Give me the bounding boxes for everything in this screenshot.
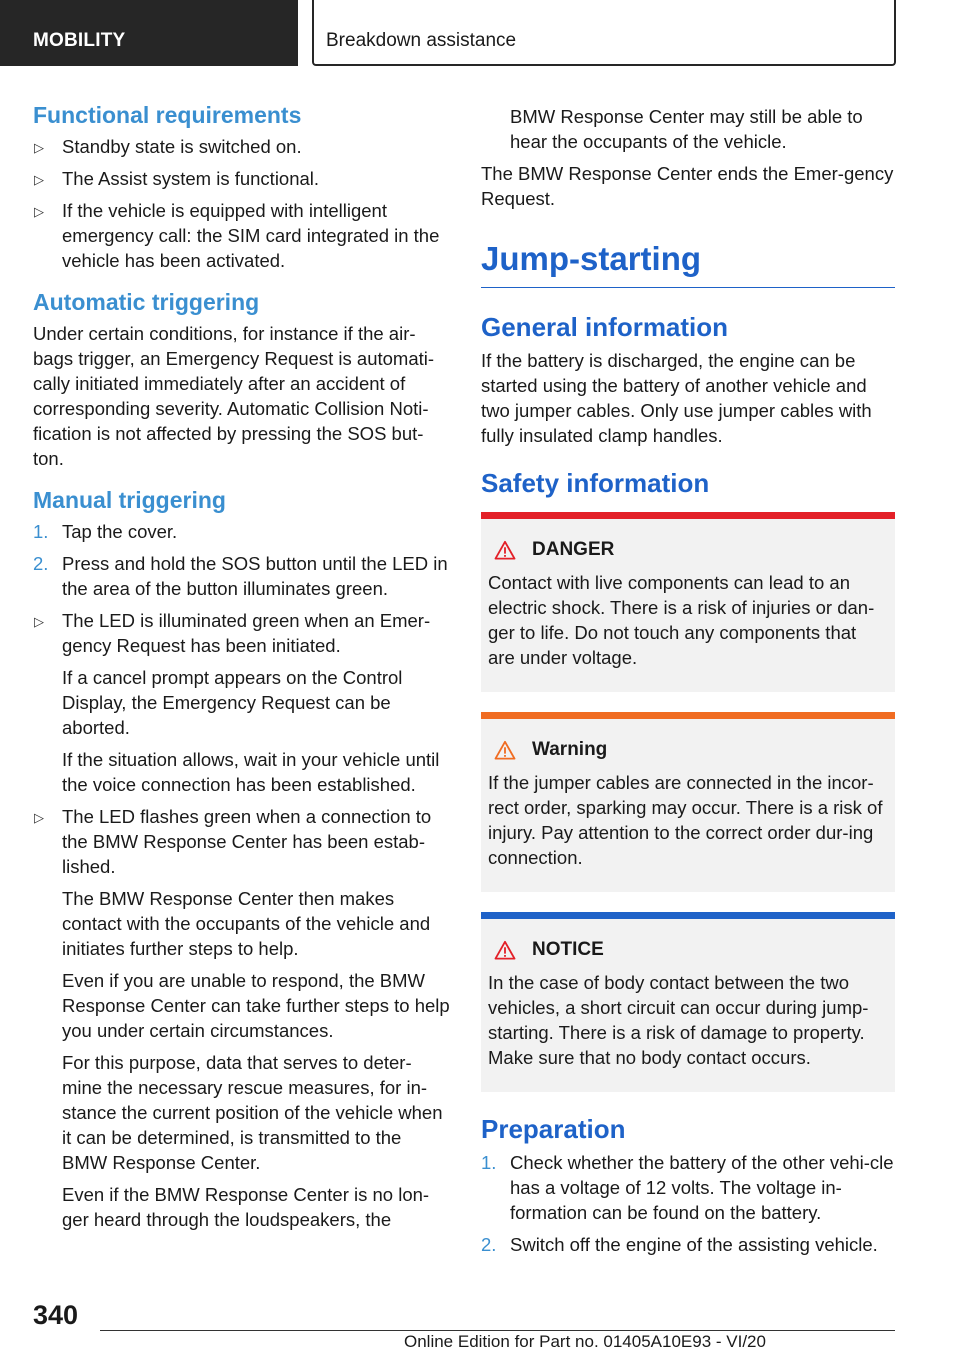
continuation-text: BMW Response Center may still be able to hear the occupants of the vehicle. (510, 106, 863, 152)
edition-text: Online Edition for Part no. 01405A10E93 - VI/20 (404, 1332, 766, 1351)
warning-bar (481, 712, 895, 719)
chapter-tab: Breakdown assistance (312, 0, 896, 66)
jump-starting-heading: Jump-starting (481, 237, 895, 288)
warning-triangle-icon (494, 940, 516, 960)
manual-triggering-steps (33, 519, 451, 601)
page-header (0, 0, 960, 66)
warning-triangle-icon (494, 740, 516, 760)
danger-box (481, 512, 895, 692)
left-column (33, 100, 451, 1246)
notice-text: In the case of body contact between the two vehicles, a short circuit can occur during jump-starting. There is a risk of damage to property. Make sure that no body contact occurs. (488, 972, 869, 1068)
step-number: 2. (481, 1234, 497, 1255)
general-information-text: If the battery is discharged, the engine can be started using the battery of another vehicle and two jumper cables. Only use jumper cables with fully insulated clamp handles. (481, 350, 872, 446)
functional-requirements-list (33, 134, 451, 273)
section-tab: MOBILITY (0, 0, 298, 66)
step-number: 2. (33, 553, 49, 574)
warning-box (481, 712, 895, 892)
automatic-triggering-heading: Automatic triggering (33, 289, 260, 315)
preparation-steps (481, 1150, 895, 1257)
warning-title: Warning (532, 739, 608, 760)
footer-divider (100, 1330, 895, 1331)
manual-triggering-heading: Manual triggering (33, 487, 226, 513)
safety-information-heading: Safety information (481, 468, 710, 498)
list-item: ▷ If the vehicle is equipped with intelligent emergency call: the SIM card integrated in the vehicle has been activated. (34, 200, 440, 271)
preparation-heading: Preparation (481, 1114, 626, 1144)
triangle-bullet-icon: ▷ (34, 614, 44, 629)
triangle-bullet-icon: ▷ (34, 204, 44, 219)
danger-title: DANGER (532, 539, 615, 560)
general-information-heading: General information (481, 312, 729, 342)
list-item: ▷ The LED flashes green when a connection to the BMW Response Center has been estab-lished. The BMW Response Center then makes contact with the occupants of the vehicle and initiates further steps to help. Even if you are unable to respond, the BMW Response Center can take further steps to help you under certain circumstances. For this purpose, data that serves to deter-mine the necessary rescue measures, for in-stance the current position of the vehicle when it can be determined, is transmitted to the BMW Response Center. Even if the BMW Response Center is no lon-ger heard through the loudspeakers, the (34, 806, 450, 1230)
page-number: 340 (33, 1300, 79, 1330)
list-item: 2. Switch off the engine of the assisting vehicle. (481, 1234, 878, 1255)
danger-text: Contact with live components can lead to an electric shock. There is a risk of injuries or dan-ger to life. Do not touch any components that are under voltage. (488, 572, 875, 668)
list-item: ▷ Standby state is switched on. (33, 134, 451, 159)
notice-title: NOTICE (532, 939, 604, 960)
automatic-triggering-text: Under certain conditions, for instance if the air-bags trigger, an Emergency Request is automati-cally initiated immediately after an accident of corresponding severity. Automatic Collision Noti-fication is not affected by pressing the SOS but-ton. (33, 323, 435, 469)
notice-bar (481, 912, 895, 919)
step-number: 1. (33, 521, 49, 542)
right-column (481, 104, 895, 1271)
list-item: 2. Press and hold the SOS button until the LED in the area of the button illuminates green. (33, 553, 448, 599)
list-item: 1. Check whether the battery of the other vehi-cle has a voltage of 12 volts. The voltage in-formation can be found on the battery. (481, 1152, 894, 1223)
triangle-bullet-icon: ▷ (34, 172, 44, 187)
list-item: 1. Tap the cover. (33, 521, 178, 542)
step-number: 1. (481, 1152, 497, 1173)
triangle-bullet-icon: ▷ (34, 140, 44, 155)
list-item: ▷ The LED is illuminated green when an Emer-gency Request has been initiated. If a cancel prompt appears on the Control Display, the Emergency Request can be aborted. If the situation allows, wait in your vehicle until the voice connection has been established. (34, 610, 440, 795)
list-item: ▷ The Assist system is functional. (33, 166, 451, 191)
triangle-bullet-icon: ▷ (34, 810, 44, 825)
warning-triangle-icon (494, 540, 516, 560)
ends-request-text: The BMW Response Center ends the Emer-gency Request. (481, 163, 894, 209)
functional-requirements-heading: Functional requirements (33, 102, 302, 128)
danger-bar (481, 512, 895, 519)
manual-triggering-bullets (33, 608, 451, 1232)
notice-box (481, 912, 895, 1092)
warning-text: If the jumper cables are connected in the incor-rect order, sparking may occur. There is a risk of injury. Pay attention to the correct order dur-ing connection. (488, 772, 883, 868)
